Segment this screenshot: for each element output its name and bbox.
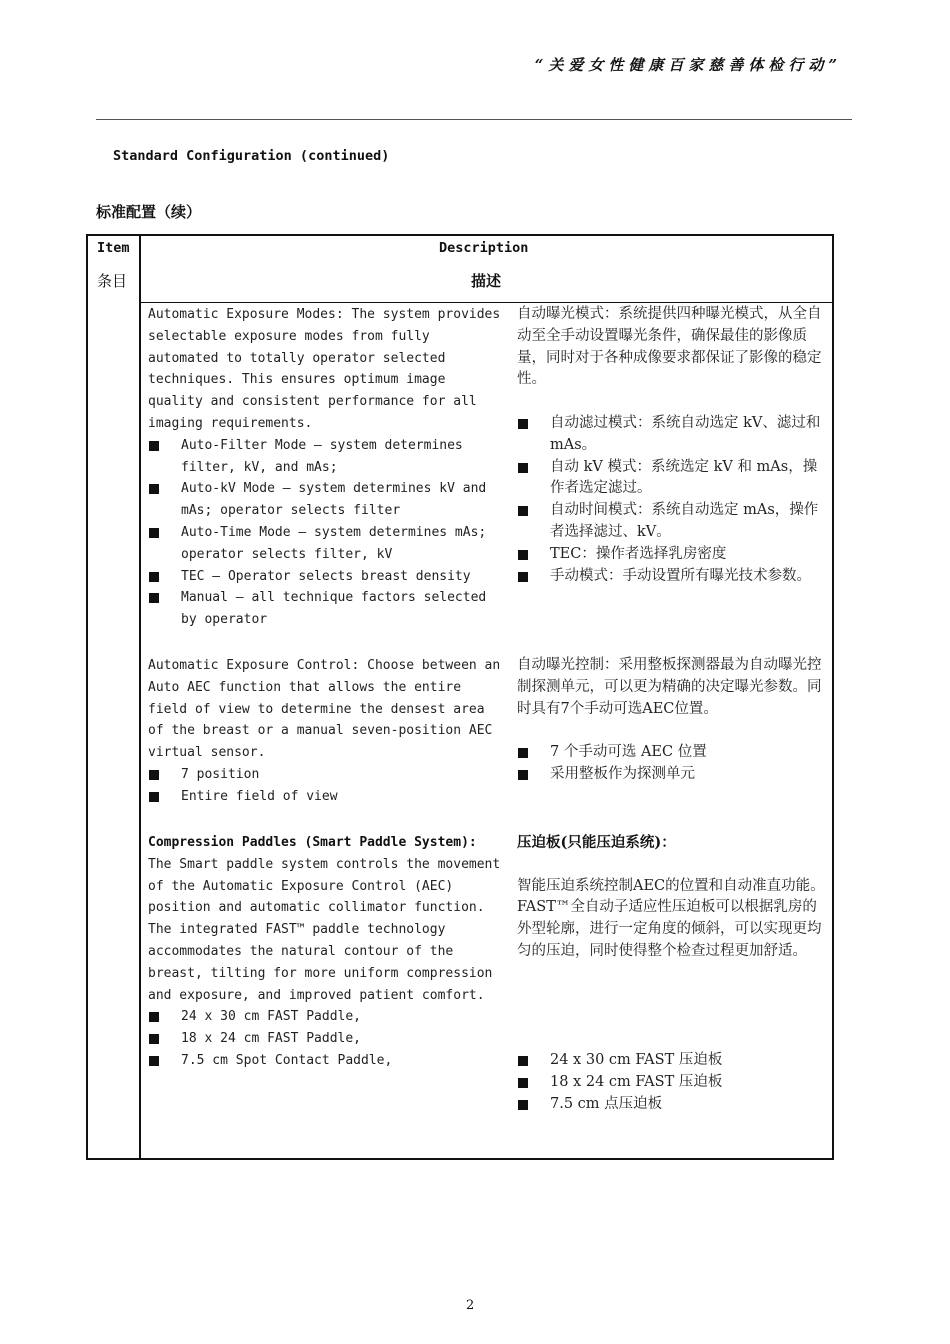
list-item: 7 position bbox=[148, 764, 503, 786]
list-item: 7.5 cm Spot Contact Paddle, bbox=[148, 1050, 503, 1072]
header-description-en: Description bbox=[439, 240, 529, 256]
exposure-control-zh-paragraph: 自动曝光控制：采用整板探测器最为自动曝光控制探测单元，可以更为精确的决定曝光参数。同时具有7个手动可选AEC位置。 bbox=[517, 657, 822, 717]
list-item: 手动模式：手动设置所有曝光技术参数。 bbox=[517, 566, 827, 588]
subtitle-english: Standard Configuration (continued) bbox=[113, 148, 390, 164]
subtitle-chinese: 标准配置（续） bbox=[96, 203, 202, 221]
exposure-control-zh bbox=[517, 655, 827, 786]
header-item-zh: 条目 bbox=[97, 272, 128, 290]
exposure-control-en-paragraph: Automatic Exposure Control: Choose between an Auto AEC function that allows the entire field of view to determine the densest area of the breast or a manual seven-position AEC virtual sensor. bbox=[148, 658, 501, 761]
list-item: 自动滤过模式：系统自动选定 kV、滤过和 mAs。 bbox=[517, 413, 827, 457]
compression-en bbox=[148, 832, 503, 1072]
exposure-control-en bbox=[148, 655, 503, 808]
header-divider bbox=[96, 119, 852, 120]
exposure-control-en-list bbox=[148, 764, 503, 808]
exposure-control-zh-list bbox=[517, 742, 827, 786]
exposure-modes-zh-paragraph: 自动曝光模式：系统提供四种曝光模式，从全自动至全手动设置曝光条件，确保最佳的影像质量，同时对于各种成像要求都保证了影像的稳定性。 bbox=[517, 306, 822, 388]
list-item: 自动时间模式：系统自动选定 mAs，操作者选择滤过、kV。 bbox=[517, 500, 827, 544]
compression-zh bbox=[517, 832, 827, 1115]
list-item: 24 x 30 cm FAST Paddle, bbox=[148, 1006, 503, 1028]
list-item: 7 个手动可选 AEC 位置 bbox=[517, 742, 827, 764]
exposure-modes-zh-list bbox=[517, 413, 827, 587]
table-header-divider bbox=[139, 302, 832, 303]
list-item: 18 x 24 cm FAST 压迫板 bbox=[517, 1072, 827, 1094]
page-number: 2 bbox=[466, 1298, 475, 1313]
exposure-modes-en bbox=[148, 304, 503, 631]
list-item: Entire field of view bbox=[148, 786, 503, 808]
compression-en-paragraph: The Smart paddle system controls the movement of the Automatic Exposure Control (AEC) position and automatic collimator function. The integrated FAST™ paddle technology accommodates the natural contour of the breast, tilting for more uniform compression and exposure, and improved patient comfort. bbox=[148, 856, 501, 1003]
compression-zh-paragraph: 智能压迫系统控制AEC的位置和自动准直功能。FAST™全自动子适应性压迫板可以根据乳房的外型轮廓，进行一定角度的倾斜，可以实现更均匀的压迫，同时使得整个检查过程更加舒适。 bbox=[517, 877, 825, 959]
exposure-modes-zh bbox=[517, 304, 827, 587]
list-item: Manual – all technique factors selected by operator bbox=[148, 587, 503, 631]
list-item: 24 x 30 cm FAST 压迫板 bbox=[517, 1050, 827, 1072]
compression-en-title: Compression Paddles (Smart Paddle System): bbox=[148, 835, 477, 850]
table-column-divider bbox=[139, 236, 141, 1158]
list-item: 采用整板作为探测单元 bbox=[517, 764, 827, 786]
header-description-zh: 描述 bbox=[471, 272, 502, 290]
header-slogan: “关爱女性健康百家慈善体检行动” bbox=[534, 56, 842, 74]
list-item: Auto-kV Mode – system determines kV and mAs; operator selects filter bbox=[148, 478, 503, 522]
compression-zh-list bbox=[517, 1050, 827, 1115]
compression-zh-title: 压迫板(只能压迫系统)： bbox=[517, 834, 676, 851]
compression-en-list bbox=[148, 1006, 503, 1071]
list-item: TEC – Operator selects breast density bbox=[148, 566, 503, 588]
list-item: TEC：操作者选择乳房密度 bbox=[517, 544, 827, 566]
list-item: 7.5 cm 点压迫板 bbox=[517, 1094, 827, 1116]
list-item: Auto-Filter Mode – system determines filter, kV, and mAs; bbox=[148, 435, 503, 479]
exposure-modes-en-list bbox=[148, 435, 503, 631]
list-item: 自动 kV 模式：系统选定 kV 和 mAs，操作者选定滤过。 bbox=[517, 457, 827, 501]
header-item-en: Item bbox=[97, 240, 130, 256]
exposure-modes-en-paragraph: Automatic Exposure Modes: The system provides selectable exposure modes from fully automated to totally operator selected techniques. This ensures optimum image quality and consistent performance for all imaging requirements. bbox=[148, 307, 501, 431]
list-item: 18 x 24 cm FAST Paddle, bbox=[148, 1028, 503, 1050]
list-item: Auto-Time Mode – system determines mAs; operator selects filter, kV bbox=[148, 522, 503, 566]
